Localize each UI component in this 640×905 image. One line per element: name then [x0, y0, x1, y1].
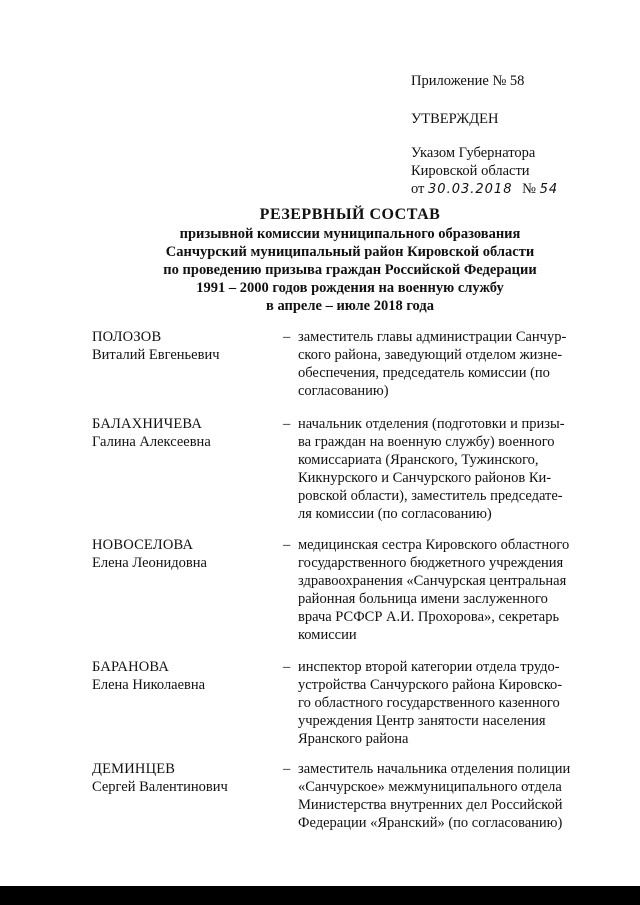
- role-line: согласованию): [298, 383, 389, 399]
- appendix-number: Приложение № 58: [411, 73, 525, 89]
- decree-date-line: [411, 180, 558, 199]
- member-role: [298, 328, 588, 400]
- role-line: ского района, заведующий отделом жизне-: [298, 347, 563, 363]
- dash: –: [283, 761, 291, 777]
- title-line: в апреле – июле 2018 года: [266, 298, 434, 314]
- role-line: ля комиссии (по согласованию): [298, 506, 492, 522]
- role-line: Кикнурского и Санчурского районов Ки-: [298, 470, 552, 486]
- member-given-name: Галина Алексеевна: [92, 434, 211, 450]
- role-line: врача РСФСР А.И. Прохорова», секретарь: [298, 609, 560, 625]
- date-prefix: от: [411, 181, 425, 197]
- member-name: [92, 658, 282, 694]
- member-role: [298, 760, 588, 832]
- title-line: Санчурский муниципальный район Кировской области: [165, 244, 535, 260]
- member-given-name: Виталий Евгеньевич: [92, 347, 220, 363]
- role-line: районная больница имени заслуженного: [298, 591, 548, 607]
- document-title: [60, 205, 640, 315]
- role-line: комиссариата (Яранского, Тужинского,: [298, 452, 539, 468]
- title-line: призывной комиссии муниципального образования: [179, 226, 521, 242]
- dash: –: [283, 659, 291, 675]
- decree-block: [411, 144, 558, 199]
- role-line: здравоохранения «Санчурская центральная: [298, 573, 567, 589]
- dash: –: [283, 537, 291, 553]
- approved-label: УТВЕРЖДЕН: [411, 111, 499, 127]
- role-line: Министерства внутренних дел Российской: [298, 797, 563, 813]
- member-role: [298, 658, 588, 748]
- role-line: ровской области), заместитель председате-: [298, 488, 563, 504]
- role-line: комиссии: [298, 627, 357, 643]
- number-prefix: №: [522, 181, 536, 197]
- member-name: [92, 328, 282, 364]
- role-line: ва граждан на военную службу) военного: [298, 434, 555, 450]
- handwritten-number: 54: [539, 182, 559, 197]
- role-line: инспектор второй категории отдела трудо-: [298, 659, 560, 675]
- member-name: [92, 536, 282, 572]
- role-line: обеспечения, председатель комиссии (по: [298, 365, 550, 381]
- role-line: го областного государственного казенного: [298, 695, 560, 711]
- member-surname: НОВОСЕЛОВА: [92, 537, 194, 553]
- scan-bottom-edge: [0, 886, 640, 905]
- member-surname: ДЕМИНЦЕВ: [92, 761, 176, 777]
- member-name: [92, 415, 282, 451]
- title-line: по проведению призыва граждан Российской Федерации: [163, 262, 537, 278]
- member-surname: БАЛАХНИЧЕВА: [92, 416, 203, 432]
- dash: –: [283, 329, 291, 345]
- role-line: медицинская сестра Кировского областного: [298, 537, 570, 553]
- title-line: 1991 – 2000 годов рождения на военную службу: [196, 280, 504, 296]
- handwritten-date: 30.03.2018: [428, 182, 513, 197]
- member-surname: ПОЛОЗОВ: [92, 329, 162, 345]
- member-name: [92, 760, 282, 796]
- role-line: «Санчурское» межмуниципального отдела: [298, 779, 562, 795]
- dash: –: [283, 416, 291, 432]
- member-given-name: Елена Леонидовна: [92, 555, 207, 571]
- role-line: Федерации «Яранский» (по согласованию): [298, 815, 563, 831]
- decree-line: Указом Губернатора: [411, 145, 536, 161]
- role-line: государственного бюджетного учреждения: [298, 555, 564, 571]
- member-given-name: Елена Николаевна: [92, 677, 206, 693]
- role-line: устройства Санчурского района Кировско-: [298, 677, 563, 693]
- decree-line: Кировской области: [411, 163, 530, 179]
- role-line: учреждения Центр занятости населения: [298, 713, 546, 729]
- member-role: [298, 536, 588, 644]
- role-line: начальник отделения (подготовки и призы-: [298, 416, 565, 432]
- member-surname: БАРАНОВА: [92, 659, 170, 675]
- role-line: заместитель начальника отделения полиции: [298, 761, 571, 777]
- member-role: [298, 415, 588, 523]
- role-line: Яранского района: [298, 731, 409, 747]
- member-given-name: Сергей Валентинович: [92, 779, 228, 795]
- title-main: РЕЗЕРВНЫЙ СОСТАВ: [259, 206, 441, 223]
- role-line: заместитель главы администрации Санчур-: [298, 329, 567, 345]
